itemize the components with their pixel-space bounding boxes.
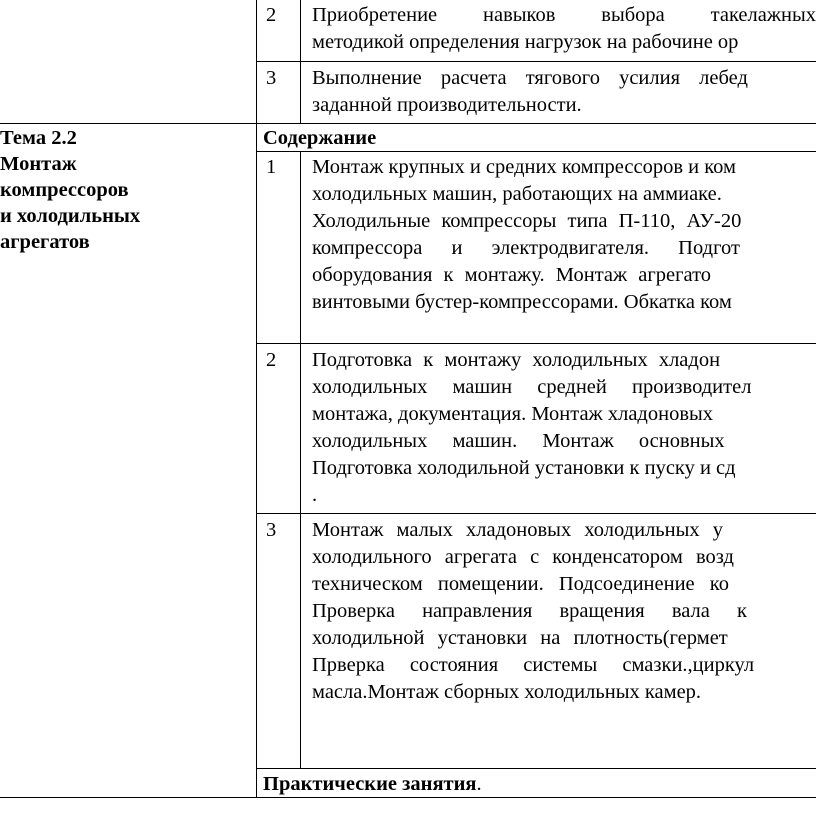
word: Приобретение xyxy=(312,4,438,26)
row-text-line: Холодильные компрессоры типа П-110, АУ-20 xyxy=(312,210,742,232)
row-text-line: холодильных машин, работающих на аммиаке. xyxy=(312,183,722,205)
row-text-line: холодильных машин средней производител xyxy=(312,376,752,398)
row-text-line: компрессора и электродвигателя. Подгот xyxy=(312,237,740,259)
row-text-line: Подготовка к монтажу холодильных хладон xyxy=(312,349,721,371)
row-text-line: винтовыми бустер-компрессорами. Обкатка ком xyxy=(312,291,732,313)
table-row-divider xyxy=(256,61,816,62)
topic-title-line: Тема 2.2 xyxy=(0,127,77,149)
row-text-line: Прверка состояния системы смазки.,циркул xyxy=(312,654,755,676)
table-row-divider xyxy=(0,123,816,124)
row-text-line: Проверка направления вращения вала к xyxy=(312,600,747,622)
row-number: 1 xyxy=(266,156,277,178)
row-text-line: Выполнение расчета тягового усилия лебед xyxy=(312,67,748,89)
row-number: 2 xyxy=(266,4,277,26)
row-text-line: методикой определения нагрузок на рабочине ор xyxy=(312,31,739,53)
row-text-line: масла.Монтаж сборных холодильных камер. xyxy=(312,681,702,703)
row-text-line: техническом помещении. Подсоединение ко xyxy=(312,573,729,595)
row-text-line xyxy=(312,2,816,29)
table-row-divider xyxy=(256,513,816,514)
row-text-line: . xyxy=(312,484,318,506)
table-row-divider xyxy=(256,343,816,344)
practical-sessions xyxy=(263,771,482,798)
row-text-line: Подготовка холодильной установки к пуску и сд xyxy=(312,457,736,479)
word: такелажных xyxy=(710,4,816,26)
row-text-line: холодильного агрегата с конденсатором возд xyxy=(312,546,734,568)
content-header: Содержание xyxy=(263,127,377,149)
row-text-line: холодильных машин. Монтаж основных xyxy=(312,430,725,452)
row-text-line: монтажа, документация. Монтаж хладоновых xyxy=(312,403,714,425)
row-number: 3 xyxy=(266,519,277,541)
row-text-line: Монтаж малых хладоновых холодильных у xyxy=(312,519,724,541)
topic-title-line: и холодильных xyxy=(0,205,141,227)
word: навыков xyxy=(483,4,556,26)
row-number: 3 xyxy=(266,67,277,89)
table-row-divider xyxy=(256,768,816,769)
row-text-line: заданной производительности. xyxy=(312,94,582,116)
topic-title-line: агрегатов xyxy=(0,231,90,253)
topic-title-line: компрессоров xyxy=(0,179,129,201)
row-text-line: Монтаж крупных и средних компрессоров и ком xyxy=(312,156,737,178)
topic-title-line: Монтаж xyxy=(0,153,77,175)
practical-sessions-suffix: . xyxy=(476,773,482,795)
table-border-left xyxy=(256,0,257,797)
row-text-line: холодильной установки на плотность(гермет xyxy=(312,627,728,649)
word: выбора xyxy=(601,4,665,26)
row-text-line: оборудования к монтажу. Монтаж агрегато xyxy=(312,264,712,286)
row-number: 2 xyxy=(266,349,277,371)
practical-sessions-label: Практические занятия xyxy=(263,773,477,795)
table-column-divider xyxy=(300,151,301,768)
